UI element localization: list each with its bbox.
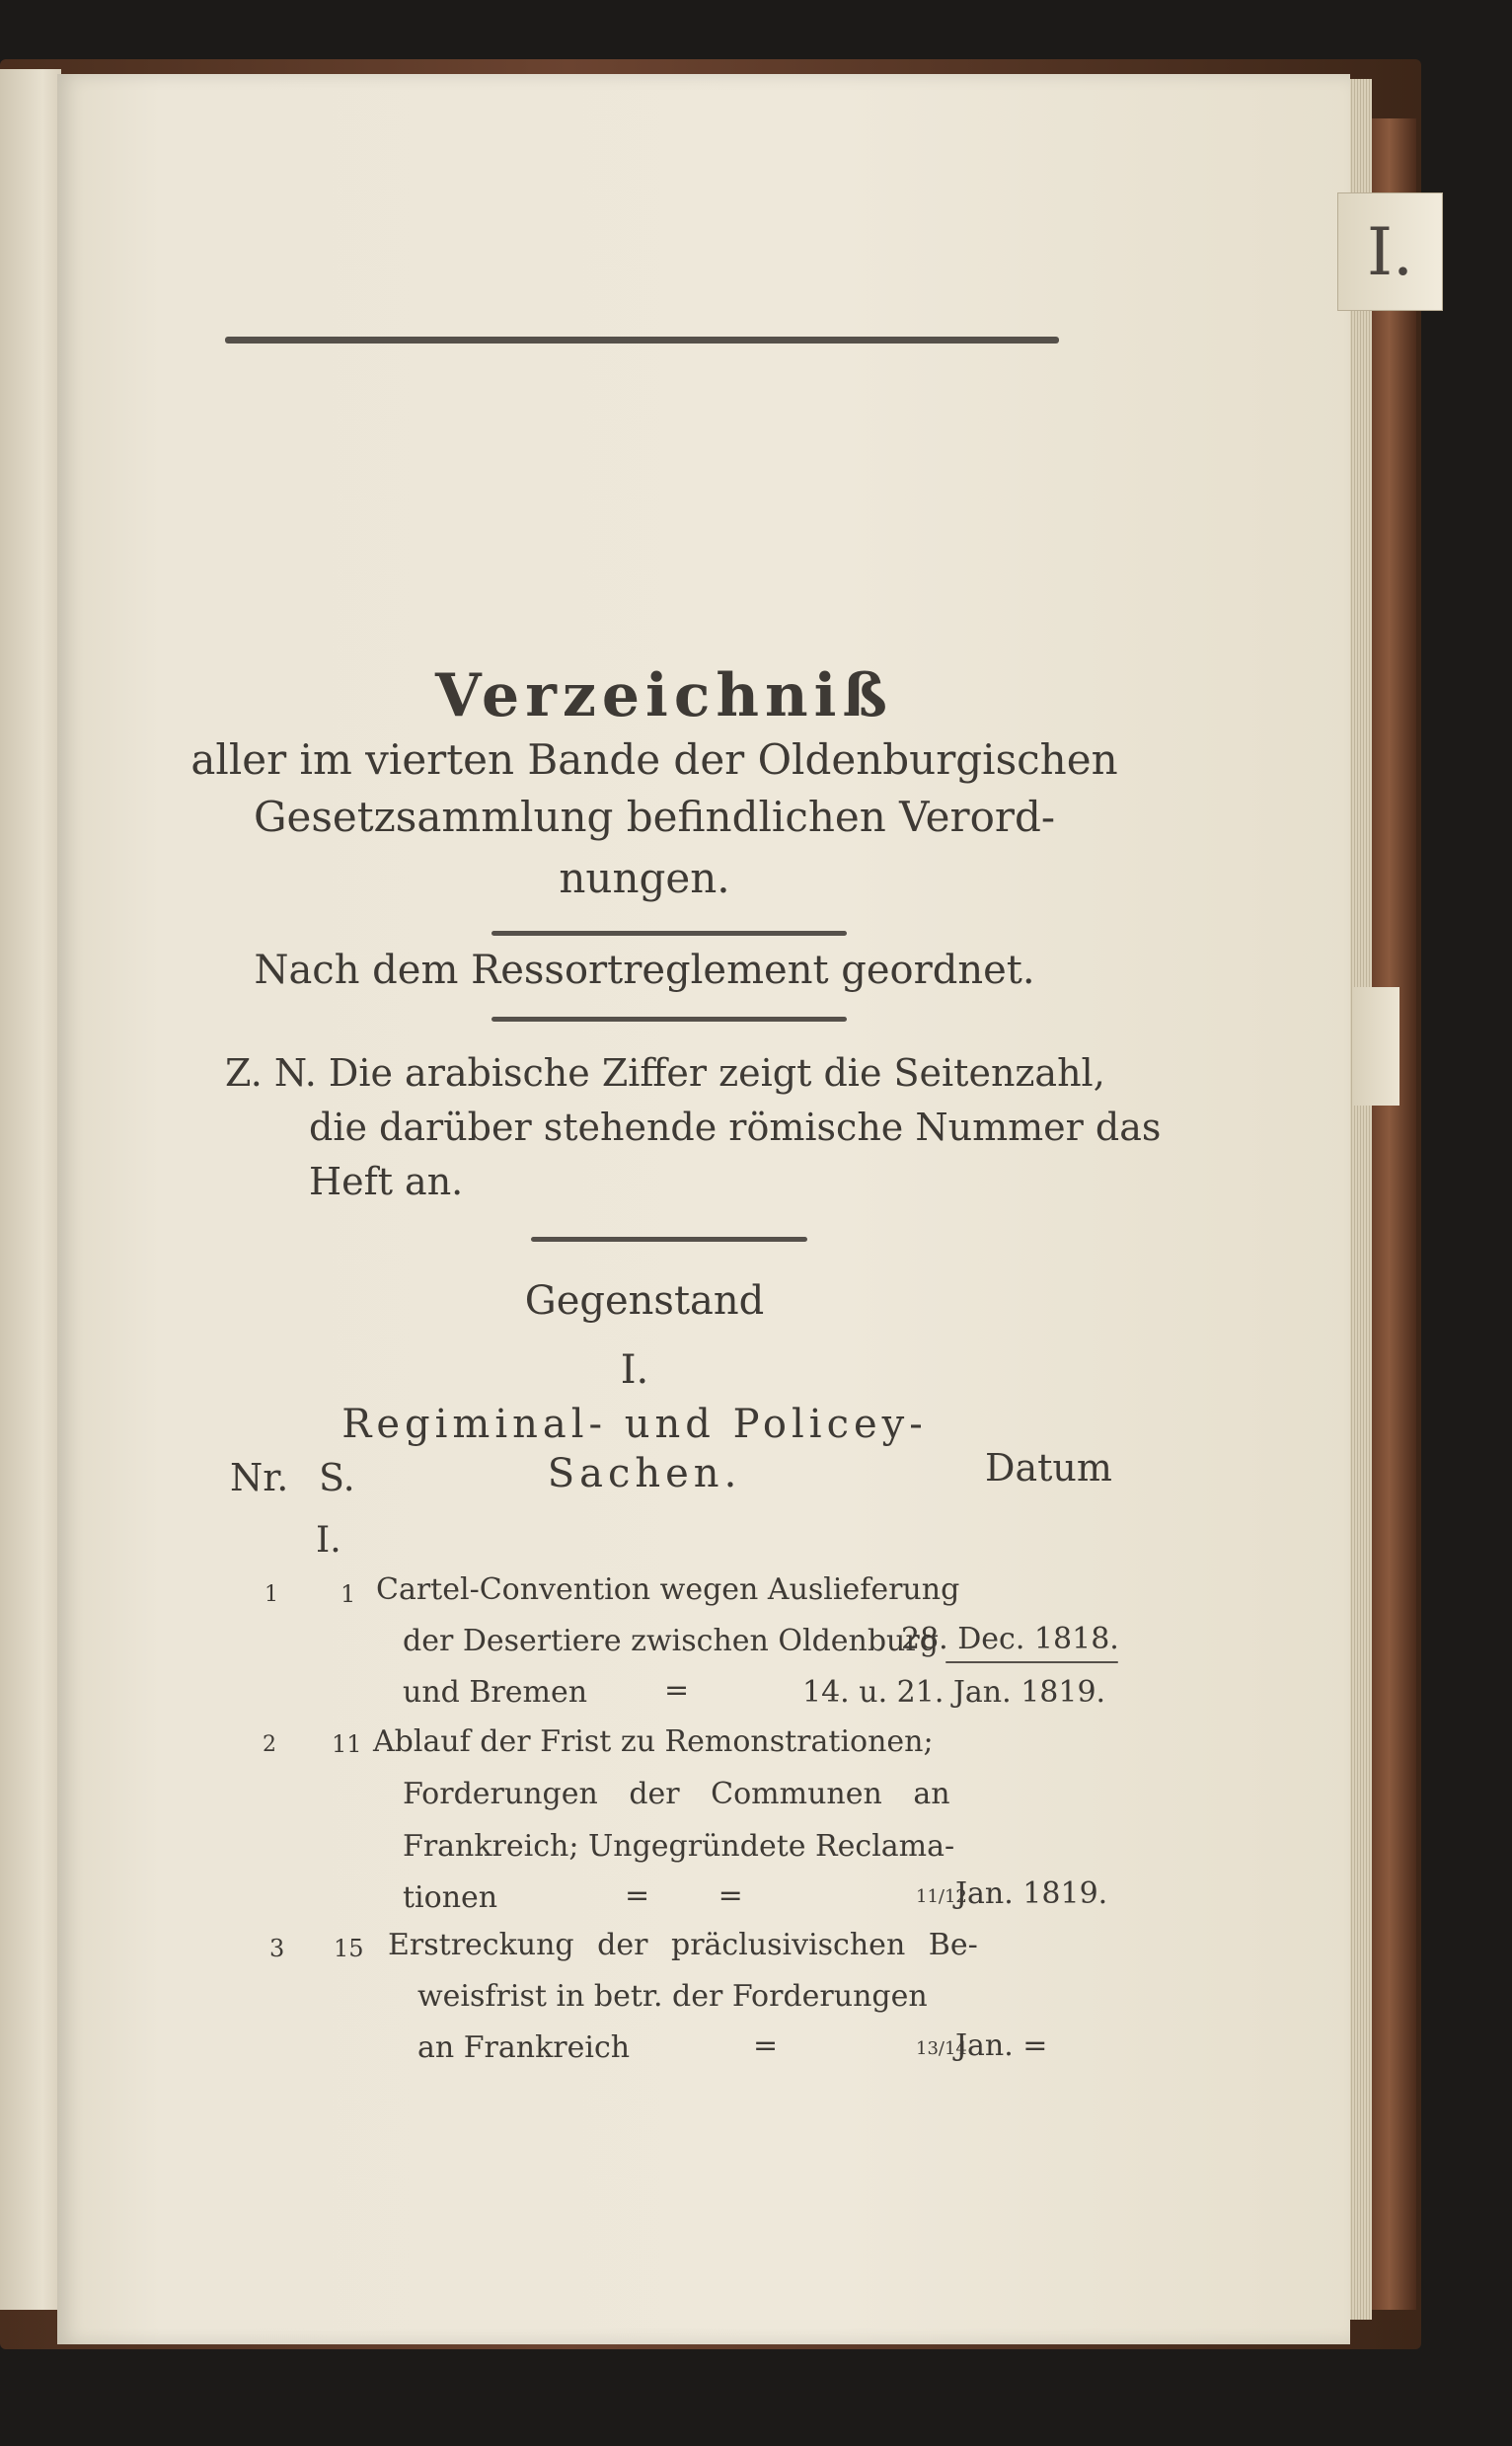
note-line-3: Heft an. [309, 1160, 464, 1203]
entry-2-nr: 2 [263, 1732, 276, 1757]
subtitle-line-3: nungen. [559, 854, 730, 902]
bookmark-tab-label: I. [1366, 213, 1414, 290]
entry-3-line-3: an Frankreich [417, 2030, 631, 2065]
entry-2-line-2: Forderungen der Communen an [403, 1777, 950, 1811]
entry-3-date-rest: Jan. = [955, 2028, 1048, 2063]
bookmark-tab-lower [1352, 987, 1399, 1106]
entry-1-line-3: und Bremen [403, 1675, 588, 1710]
entry-1-line-1: Cartel-Convention wegen Auslieferung [376, 1572, 960, 1607]
entry-3-page: 15 [334, 1935, 364, 1962]
section-title-line-1: Regiminal- und Policey- [341, 1402, 928, 1447]
entry-2-date-fraction: 11/12 [916, 1886, 967, 1907]
note-rule [531, 1237, 807, 1242]
entry-3-date-fraction: 13/14 [916, 2038, 967, 2059]
entry-2-ditto: = = [625, 1878, 743, 1913]
entry-1-date-rule [945, 1661, 1118, 1663]
subtitle-line-2: Gesetzsammlung befindlichen Verord- [253, 793, 1056, 841]
note-line-1: Z. N. Die arabische Ziffer zeigt die Seitenzahl, [225, 1051, 1105, 1095]
entry-2-line-1: Ablauf der Frist zu Remonstrationen; [373, 1724, 934, 1759]
entry-1-line-2: der Desertiere zwischen Oldenburg [403, 1624, 939, 1658]
heft-numeral: I. [316, 1520, 341, 1561]
bookmark-tab [1337, 192, 1443, 311]
entry-1-date-2: 14. u. 21. Jan. 1819. [802, 1675, 1106, 1710]
entry-2-date-rest: Jan. 1819. [955, 1876, 1108, 1911]
entry-2-page: 11 [332, 1730, 362, 1758]
left-page-edge [0, 69, 61, 2310]
entry-2-line-4: tionen [403, 1880, 498, 1915]
subtitle-rule [491, 931, 847, 936]
entry-3-nr: 3 [269, 1935, 285, 1962]
note-line-2: die darüber stehende römische Nummer das [309, 1106, 1162, 1149]
entry-1-ditto: = [664, 1673, 690, 1708]
entry-1-page: 1 [340, 1580, 356, 1608]
subtitle-line-1: aller im vierten Bande der Oldenburgischen [190, 735, 1118, 784]
entry-3-line-2: weisfrist in betr. der Forderungen [417, 1979, 928, 2014]
entry-1-nr: 1 [265, 1582, 278, 1607]
arrangement-rule [491, 1017, 847, 1022]
document-page [57, 74, 1350, 2344]
entry-3-ditto: = [753, 2028, 779, 2063]
top-rule [225, 337, 1059, 344]
column-datum: Datum [985, 1446, 1112, 1490]
section-title-line-2: Sachen. [547, 1451, 742, 1496]
entry-2-line-3: Frankreich; Ungegründete Reclama- [403, 1829, 955, 1864]
section-heading: Gegenstand [524, 1278, 765, 1324]
section-numeral: I. [620, 1347, 649, 1393]
entry-1-date-1: 28. Dec. 1818. [901, 1622, 1119, 1656]
column-nr: Nr. [230, 1456, 289, 1499]
page-title: Verzeichniß [434, 661, 894, 730]
arrangement-line: Nach dem Ressortreglement geordnet. [254, 948, 1035, 993]
entry-3-line-1: Erstreckung der präclusivischen Be- [388, 1928, 978, 1962]
column-s: S. [319, 1456, 355, 1499]
